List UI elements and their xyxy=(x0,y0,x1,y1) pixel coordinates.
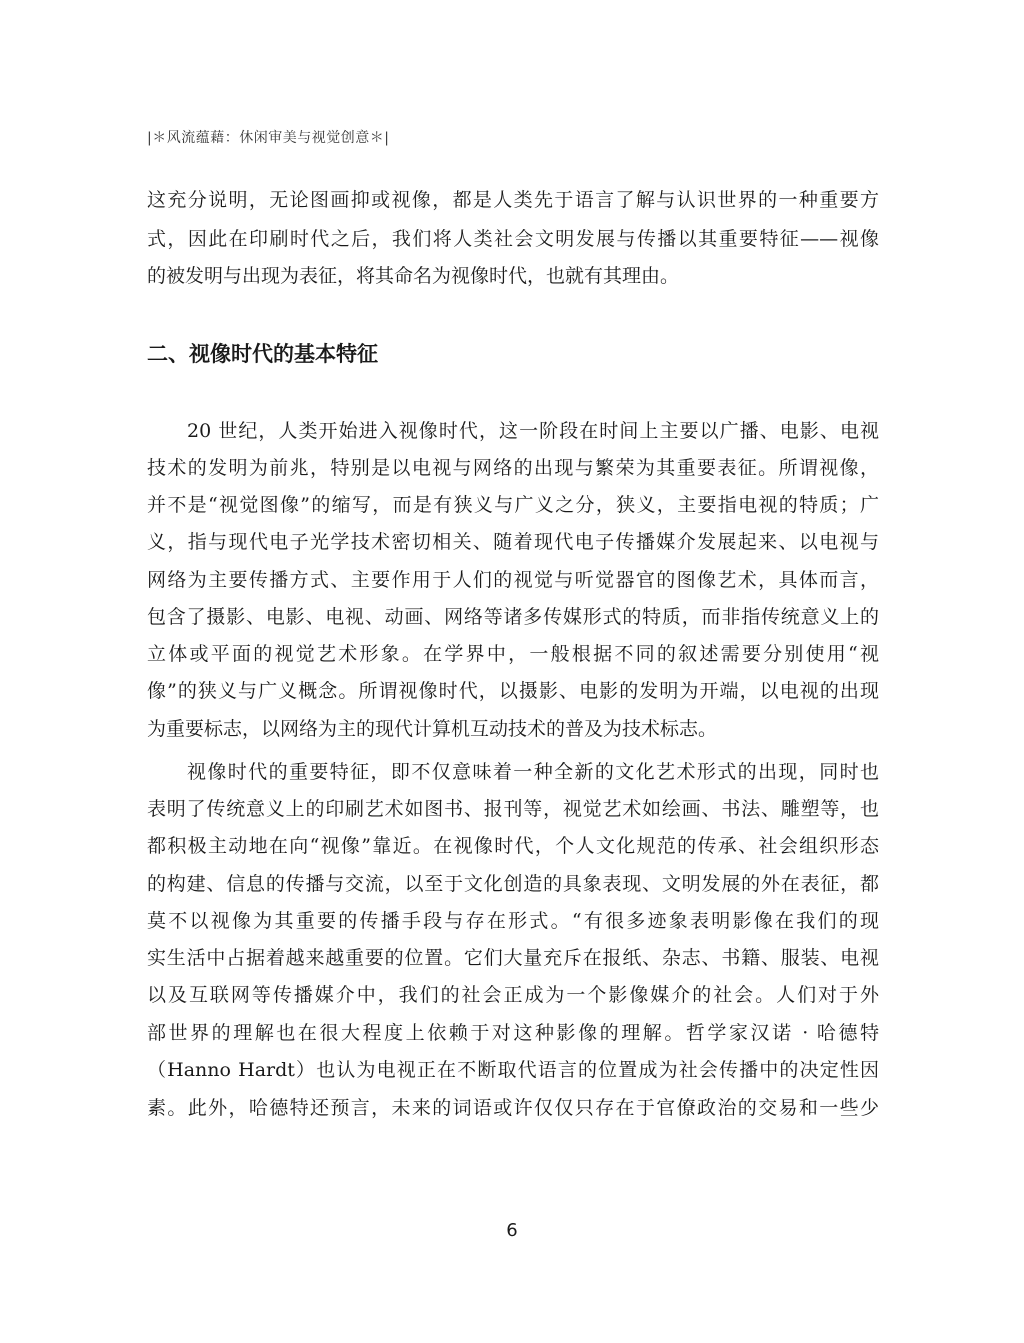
text-line: 像”的狭义与广义概念。所谓视像时代，以摄影、电影的发明为开端，以电视的出现 xyxy=(147,680,879,702)
text-line: 包含了摄影、电影、电视、动画、网络等诸多传媒形式的特质，而非指传统意义上的 xyxy=(147,606,879,628)
text-line: 莫不以视像为其重要的传播手段与存在形式。“有很多迹象表明影像在我们的现 xyxy=(147,910,879,932)
text-line: 的被发明与出现为表征，将其命名为视像时代，也就有其理由。 xyxy=(147,265,680,287)
text-line: 并不是“视觉图像”的缩写，而是有狭义与广义之分，狭义，主要指电视的特质；广 xyxy=(147,494,879,516)
text-line: 部世界的理解也在很大程度上依赖于对这种影像的理解。哲学家汉诺 · 哈德特 xyxy=(147,1022,879,1044)
text-line: 表明了传统意义上的印刷艺术如图书、报刊等，视觉艺术如绘画、书法、雕塑等，也 xyxy=(147,798,879,820)
page-number: 6 xyxy=(506,1220,518,1241)
text-line: 技术的发明为前兆，特别是以电视与网络的出现与繁荣为其重要表征。所谓视像， xyxy=(147,457,879,479)
text-line: 为重要标志，以网络为主的现代计算机互动技术的普及为技术标志。 xyxy=(147,718,718,740)
text-line: 实生活中占据着越来越重要的位置。它们大量充斥在报纸、杂志、书籍、服装、电视 xyxy=(147,947,879,969)
text-line: 式，因此在印刷时代之后，我们将人类社会文明发展与传播以其重要特征——视像 xyxy=(147,228,879,250)
section-heading: 二、视像时代的基本特征 xyxy=(147,342,378,366)
text-line: （Hanno Hardt）也认为电视正在不断取代语言的位置成为社会传播中的决定性因 xyxy=(147,1059,879,1081)
text-line: 这充分说明，无论图画抑或视像，都是人类先于语言了解与认识世界的一种重要方 xyxy=(147,189,879,211)
text-line: 20 世纪，人类开始进入视像时代，这一阶段在时间上主要以广播、电影、电视 xyxy=(187,420,879,442)
text-line: 素。此外，哈德特还预言，未来的词语或许仅仅只存在于官僚政治的交易和一些少 xyxy=(147,1097,879,1119)
running-header: |＊风流蕴藉：休闲审美与视觉创意＊| xyxy=(147,130,390,146)
text-line: 以及互联网等传播媒介中，我们的社会正成为一个影像媒介的社会。人们对于外 xyxy=(147,984,879,1006)
text-line: 立体或平面的视觉艺术形象。在学界中，一般根据不同的叙述需要分别使用“视 xyxy=(147,643,879,665)
text-line: 义，指与现代电子光学技术密切相关、随着现代电子传播媒介发展起来、以电视与 xyxy=(147,531,879,553)
text-line: 视像时代的重要特征，即不仅意味着一种全新的文化艺术形式的出现，同时也 xyxy=(187,761,879,783)
text-line: 网络为主要传播方式、主要作用于人们的视觉与听觉器官的图像艺术，具体而言， xyxy=(147,569,879,591)
text-line: 的构建、信息的传播与交流，以至于文化创造的具象表现、文明发展的外在表征，都 xyxy=(147,873,879,895)
text-line: 都积极主动地在向“视像”靠近。在视像时代，个人文化规范的传承、社会组织形态 xyxy=(147,835,879,857)
